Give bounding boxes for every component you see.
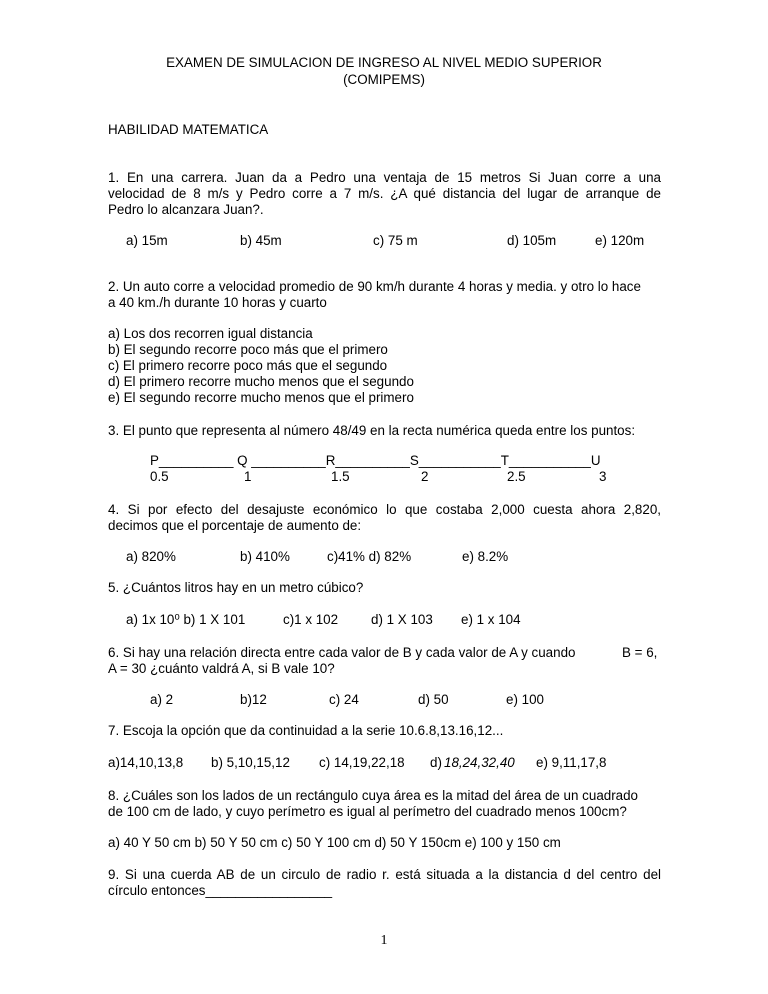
q3-value-5: 3 — [599, 469, 607, 484]
q8-options: a) 40 Y 50 cm b) 50 Y 50 cm c) 50 Y 100 cm d) 50 Y 150cm e) 100 y 150 cm — [108, 835, 561, 850]
q3-value-3: 2 — [421, 469, 429, 484]
q2-option-e: e) El segundo recorre mucho menos que el primero — [108, 390, 414, 405]
q1-line-1: 1. En una carrera. Juan da a Pedro una ventaja de 15 metros Si Juan corre a una — [108, 170, 661, 185]
q7-option-d-value: 18,24,32,40 — [444, 755, 515, 770]
q1-option-c: c) 75 m — [373, 233, 418, 248]
q2-option-c: c) El primero recorre poco más que el segundo — [108, 358, 388, 373]
q3-line: 3. El punto que representa al número 48/49 en la recta numérica queda entre los puntos: — [108, 423, 636, 438]
q4-option-cd: c)41% d) 82% — [327, 549, 412, 564]
q1-option-e: e) 120m — [595, 233, 645, 248]
q7-option-e: e) 9,11,17,8 — [536, 755, 607, 770]
q8-line-1: 8. ¿Cuáles son los lados de un rectángulo cuya área es la mitad del área de un cuadrado — [108, 788, 639, 803]
q4-option-a: a) 820% — [126, 549, 176, 564]
q5-line: 5. ¿Cuántos litros hay en un metro cúbico? — [108, 580, 364, 595]
q6-line-1: 6. Si hay una relación directa entre cada valor de B y cada valor de A y cuando — [108, 645, 576, 660]
exam-title: EXAMEN DE SIMULACION DE INGRESO AL NIVEL MEDIO SUPERIOR — [166, 55, 602, 70]
q4-option-e: e) 8.2% — [462, 549, 509, 564]
q2-line-2: a 40 km./h durante 10 horas y cuarto — [108, 295, 327, 310]
q4-option-b: b) 410% — [240, 549, 290, 564]
q9-line-1: 9. Si una cuerda AB de un circulo de radio r. está situada a la distancia d del centro del — [108, 867, 661, 882]
q6-option-d: d) 50 — [418, 692, 449, 707]
q4-line-2: decimos que el porcentaje de aumento de: — [108, 518, 362, 533]
q1-option-b: b) 45m — [240, 233, 282, 248]
q5-option-e: e) 1 x 104 — [461, 612, 521, 627]
q1-line-2: velocidad de 8 m/s y Pedro corre a 7 m/s. ¿A qué distancia del lugar de arranque de — [108, 186, 661, 201]
q2-option-a: a) Los dos recorren igual distancia — [108, 326, 313, 341]
q3-value-2: 1.5 — [331, 469, 350, 484]
q2-line-1: 2. Un auto corre a velocidad promedio de 90 km/h durante 4 horas y media. y otro lo hace — [108, 279, 641, 294]
q7-line: 7. Escoja la opción que da continuidad a la serie 10.6.8,13.16,12... — [108, 723, 504, 738]
q3-value-1: 1 — [244, 469, 252, 484]
q2-option-b: b) El segundo recorre poco más que el primero — [108, 342, 388, 357]
q3-value-0: 0.5 — [150, 469, 169, 484]
q5-option-d: d) 1 X 103 — [371, 612, 433, 627]
q7-option-b: b) 5,10,15,12 — [211, 755, 290, 770]
q9-line-2: círculo entonces_________________ — [108, 883, 333, 898]
q3-number-line-points: P__________ Q __________R__________S___________T___________U — [150, 453, 601, 468]
q1-option-a: a) 15m — [126, 233, 168, 248]
q8-line-2: de 100 cm de lado, y cuyo perímetro es igual al perímetro del cuadrado menos 100cm? — [108, 804, 627, 819]
q6-line-2: A = 30 ¿cuánto valdrá A, si B vale 10? — [108, 661, 335, 676]
section-heading: HABILIDAD MATEMATICA — [108, 122, 269, 137]
q6-option-b: b)12 — [240, 692, 267, 707]
q5-option-c: c)1 x 102 — [283, 612, 339, 627]
exam-subtitle: (COMIPEMS) — [343, 72, 425, 87]
q6-line-1-end: B = 6, — [622, 645, 658, 660]
q7-option-a: a)14,10,13,8 — [108, 755, 184, 770]
q3-value-4: 2.5 — [507, 469, 526, 484]
q7-option-d: d) — [430, 755, 442, 770]
q6-option-c: c) 24 — [329, 692, 359, 707]
q4-line-1: 4. Si por efecto del desajuste económico lo que costaba 2,000 cuesta ahora 2,820, — [108, 502, 661, 517]
page-number: 1 — [380, 933, 388, 948]
q2-option-d: d) El primero recorre mucho menos que el segundo — [108, 374, 414, 389]
q1-line-3: Pedro lo alcanzara Juan?. — [108, 202, 264, 217]
q1-option-d: d) 105m — [507, 233, 557, 248]
q6-option-e: e) 100 — [506, 692, 544, 707]
q7-option-c: c) 14,19,22,18 — [319, 755, 405, 770]
q5-option-ab: a) 1x 10⁰ b) 1 X 101 — [126, 612, 246, 627]
q6-option-a: a) 2 — [150, 692, 174, 707]
